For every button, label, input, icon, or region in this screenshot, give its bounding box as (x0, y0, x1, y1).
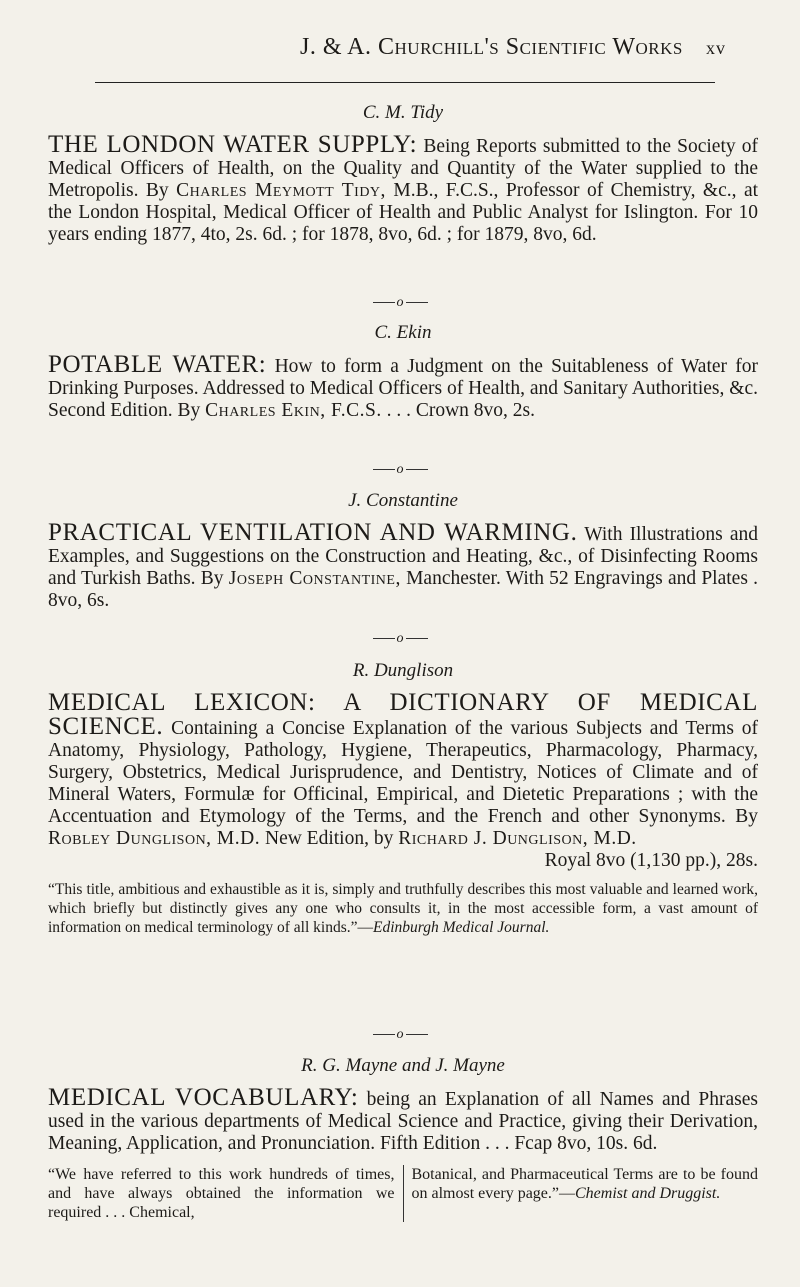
entry-text-continued: New Edition, by (264, 828, 394, 849)
entry-price: . . . Crown 8vo, 2s. (386, 400, 536, 421)
entry-author: C. M. Tidy (362, 102, 444, 123)
entry-body (48, 131, 759, 246)
header-title: J. & A. Churchill's Scientific Works (300, 34, 683, 60)
entry-author: J. Constantine (348, 490, 458, 511)
review-quote (48, 880, 758, 937)
entry-text: Containing a Concise Explanation of the various Subjects and Terms of Anatomy, Physiology, Pathology, Hygiene, Therapeutics, Pharmacology, Pharmacy, Surgery, Obstetrics, Medical Jurisprudence, and Dentistry, Notices of Climate and of Mineral Waters, Formulæ for Officinal, Empirical, and Dietetic Preparations ; with the Accentuation and Etymology of the Terms, and the French and other Synonyms. By (48, 718, 759, 827)
entry-text: With Illustrations and Examples, and Suggestions on the Construction and Heating, &c., of Disinfecting Rooms and Turkish Baths. By (48, 524, 758, 589)
entry-text: How to form a Judgment on the Suitableness of Water for Drinking Purposes. Addressed to Medical Officers of Health, and Sanitary Authorities, &c. Second Edition. By (48, 356, 759, 421)
quote-text: Botanical, and Pharmaceutical Terms are to be found on almost every page.”— (411, 1166, 758, 1202)
entry-body (48, 1084, 758, 1155)
quote-source: Chemist and Druggist. (575, 1185, 721, 1202)
entry-headline: MEDICAL VOCABULARY: (48, 1084, 359, 1111)
entry-headline: THE LONDON WATER SUPPLY: (48, 131, 418, 158)
entry-text: Being Reports submitted to the Society of Medical Officers of Health, on the Quality and Quantity of the Water supplied to the Metropolis. By (48, 136, 759, 201)
entry-body (48, 689, 759, 850)
entry-headline: POTABLE WATER: (48, 351, 267, 378)
quote-column-left: “We have referred to this work hundreds of times, and have always obtained the information we required . . . Chemical, (48, 1165, 404, 1222)
entry-author-name: Robley Dunglison, M.D. (48, 828, 261, 849)
entry-headline: MEDICAL LEXICON: A DICTIONARY OF MEDICAL SCIENCE. (48, 689, 758, 740)
entry-author-name: Joseph Constantine, (228, 568, 401, 589)
entry-text-continued: M.B., F.C.S., Professor of Chemistry, &c., at the London Hospital, Medical Officer of Health and Public Analyst for Islington. For 10 years ending 1877, 4to, 2s. 6d. ; for 1878, 8vo, 6d. ; for 1879, 8vo, 6d. (48, 180, 759, 245)
separator: o (370, 1030, 430, 1040)
entry-author: R. G. Mayne and J. Mayne (301, 1055, 505, 1076)
entry-author: R. Dunglison (352, 660, 454, 681)
entry-author-name: Charles Meymott Tidy, (176, 180, 386, 201)
entry-potable-water (48, 322, 758, 422)
running-header (300, 34, 726, 64)
header-rule (95, 82, 715, 83)
entry-medical-vocabulary (48, 1055, 758, 1222)
page-number: xv (706, 38, 726, 58)
entry-headline: PRACTICAL VENTILATION AND WARMING. (48, 519, 578, 546)
review-quote-columns (48, 1165, 758, 1222)
entry-author: C. Ekin (374, 322, 432, 343)
entry-practical-ventilation (48, 490, 758, 612)
entry-body (48, 351, 759, 422)
entry-editor-name: Richard J. Dunglison, M.D. (398, 828, 637, 849)
entry-body (48, 519, 759, 612)
quote-text: “This title, ambitious and exhaustible as it is, simply and truthfully describes this most valuable and learned work, which briefly but distinctly gives any one who consults it, in the most accessible form, a vast amount of information on medical terminology of all kinds.”— (48, 881, 758, 936)
separator: o (370, 634, 430, 644)
separator: o (370, 298, 430, 308)
entry-author-name: Charles Ekin, F.C.S. (205, 400, 382, 421)
quote-column-right (404, 1165, 759, 1222)
entry-text: being an Explanation of all Names and Phrases used in the various departments of Medical Science and Practice, giving their Derivation, Meaning, Application, and Pronunciation. Fifth Edition . . . Fcap 8vo, 10s. 6d. (48, 1089, 758, 1154)
entry-medical-lexicon (48, 660, 758, 937)
entry-london-water-supply (48, 102, 758, 246)
entry-price: Royal 8vo (1,130 pp.), 28s. (544, 850, 758, 871)
entry-text-continued: Manchester. With 52 Engravings and Plates . 8vo, 6s. (48, 568, 759, 611)
quote-source: Edinburgh Medical Journal. (373, 919, 550, 936)
separator: o (370, 465, 430, 475)
